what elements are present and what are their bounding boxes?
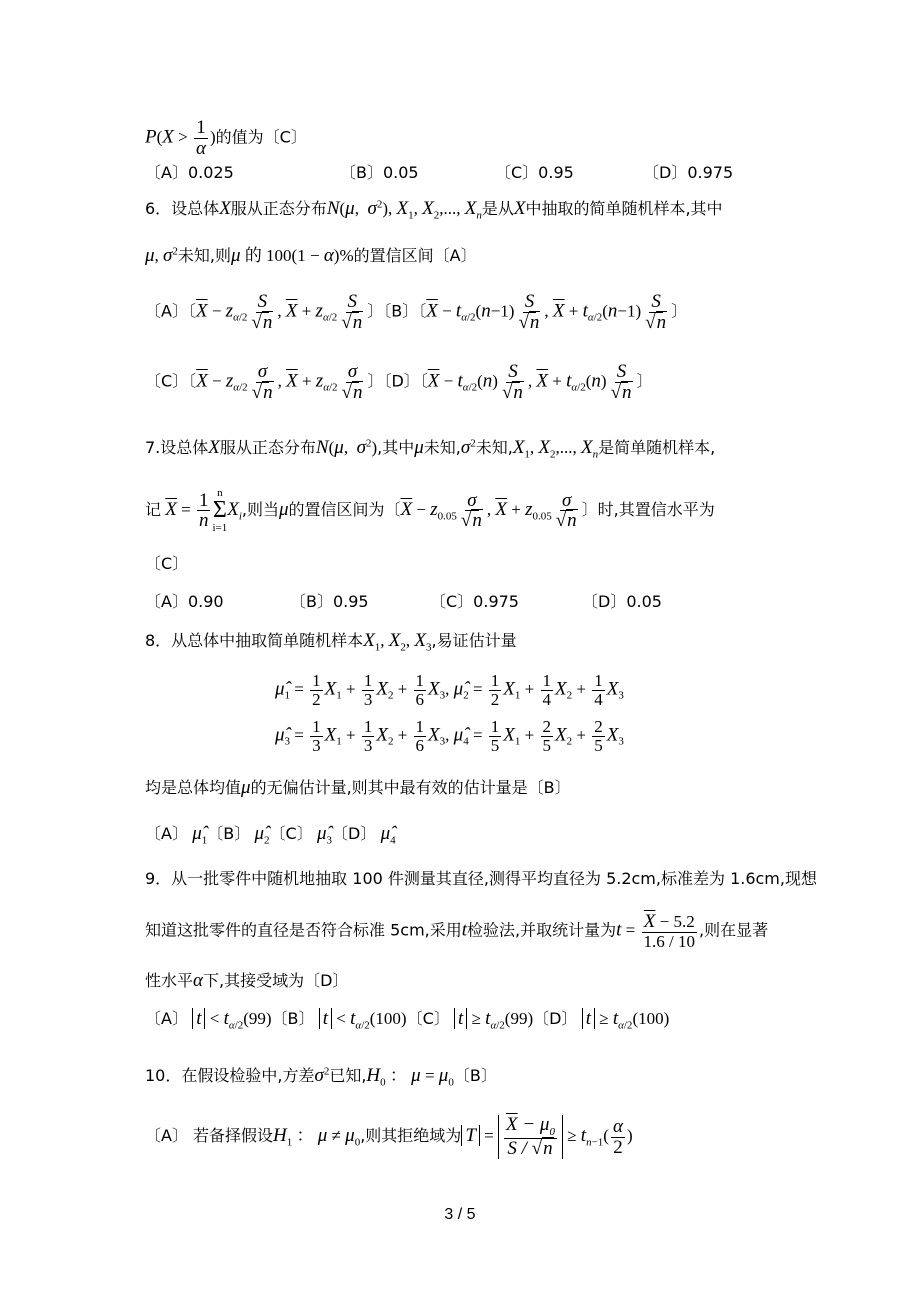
q6-text: 的置信区间〔A〕 [353, 246, 477, 265]
q7-text: ,其中 [377, 438, 415, 457]
q6-options-cd: 〔C〕〔$\overline{X} - z_{\alpha/2}$ $\frac{\sigma}{√n}$ , $\overline{X} + z_{\alpha/2}$ $\frac{\sigma}{√n}$ 〕〔D〕〔$\overline{X} - t_{\alpha/2}(n)$ $\frac{S}{√n}$ , $\overline{X} + t_{\alpha/2}(n)$ $\frac{S}{√n}$ 〕 [145, 361, 653, 403]
q9-text: 性水平 [145, 971, 194, 990]
q6-option-a-label: 〔A〕〔 [145, 301, 196, 321]
q7-line-1: 7.设总体X服从正态分布N(μ, $\sigma^2$),其中μ未知$,\sigma^2$未知$,X_1$, $X_2$,..., $X_n$是简单随机样本, [145, 437, 716, 461]
q7-text: 〕时,其置信水平为 [581, 499, 715, 519]
q6-options-ab: 〔A〕〔$\overline{X} - z_{\alpha/2}$ $\frac{S}{√n}$ , $\overline{X} + z_{\alpha/2}$ $\frac{S}{√n}$ 〕〔B〕〔$\overline{X} - t_{\alpha/2}(n-1)$ $\frac{S}{√n}$ , $\overline{X} + t_{\alpha/2}(n-1)$ $\frac{S}{√n}$ 〕 [145, 291, 688, 333]
q8-text: 8．从总体中抽取简单随机样本 [145, 631, 364, 650]
q8-choice-b: 〔B〕 [207, 824, 251, 843]
q8-choice-c: 〔C〕 [269, 824, 313, 843]
q9-choice-b: 〔B〕 [271, 1009, 315, 1028]
q10-line-1: 10．在假设检验中,方差$\sigma^2$已知$,H_0$ ： $\mu = \mu_0$〔B〕 [145, 1065, 497, 1089]
q7-choice-d: 〔D〕0.05 [582, 592, 662, 611]
q6-text: 6．设总体 [145, 199, 220, 218]
q9-text: ,则在显著 [698, 920, 769, 940]
q8-choices: 〔A〕 $\mû_1$〔B〕 $\mû_2$〔C〕 $\mû_3$〔D〕 $\mû_4$ [145, 823, 396, 847]
q7-choice-c: 〔C〕0.975 [430, 592, 519, 611]
q8-estimators-3-4: $\mû_3$ = $\frac{1}{3}$ $X_1$ + $\frac{1}{3}$ $X_2$ + $\frac{1}{6}$ $X_3$, $\mû_4$ = $\frac{1}{5}$ $X_1$ + $\frac{2}{5}$ $X_2$ + $\frac{2}{5}$ $X_3$ [275, 717, 624, 755]
q9-choice-d: 〔D〕 [533, 1009, 578, 1028]
q5-choice-a: 〔A〕0.025 [145, 163, 234, 182]
q10-text: 已知, [329, 1066, 367, 1085]
q5-probability-line: P(X > $\frac{1}{\alpha}$ )的值为〔C〕 [145, 117, 307, 159]
q6-close: 〕 [636, 371, 653, 391]
q9-choice-a: 〔A〕 [145, 1009, 188, 1028]
q6-option-b-label: 〕〔B〕〔 [367, 301, 427, 321]
q6-text: 未知,则 [177, 246, 232, 265]
q6-text: 是从 [481, 199, 514, 218]
q9-text: 检验法,并取统计量为 [467, 920, 617, 940]
q9-line-3: 性水平α下,其接受域为〔D〕 [145, 970, 349, 991]
q8-text: 的无偏估计量,则其中最有效的估计量是〔B〕 [250, 778, 571, 797]
q8-estimators-1-2: $\mû_1$ = $\frac{1}{2}$ $X_1$ + $\frac{1}{3}$ $X_2$ + $\frac{1}{6}$ $X_3$, $\mû_2$ = $\frac{1}{2}$ $X_1$ + $\frac{1}{4}$ $X_2$ + $\frac{1}{4}$ $X_3$ [275, 671, 624, 709]
q6-text: 服从正态分布 [230, 199, 327, 218]
q7-choice-b: 〔B〕0.95 [290, 592, 369, 611]
q6-line-1: 6．设总体X服从正态分布N(μ, $\sigma^2$), $X_1$, $X_2$,..., $X_n$是从X中抽取的简单随机样本,其中 [145, 198, 723, 222]
q7-text: 未知, [423, 438, 461, 457]
q7-text: 7.设总体 [145, 438, 209, 457]
q10-text: 〔B〕 [453, 1066, 497, 1085]
q5-choice-b: 〔B〕0.05 [340, 163, 419, 182]
q8-text: ,易证估计量 [431, 631, 517, 650]
q7-text: 未知, [475, 438, 513, 457]
q5-choice-c: 〔C〕0.95 [495, 163, 574, 182]
q8-choice-d: 〔D〕 [332, 824, 377, 843]
q9-text: 知道这批零件的直径是否符合标准 5cm,采用 [145, 920, 462, 940]
q6-option-d-label: 〕〔D〕〔 [367, 371, 428, 391]
page-number: 3 / 5 [444, 1206, 476, 1223]
q7-answer: 〔C〕 [145, 554, 189, 573]
q5-choice-d: 〔D〕0.975 [643, 163, 734, 182]
q10-text: ,则其拒绝域为 [360, 1126, 462, 1146]
q8-line-after: 均是总体均值μ的无偏估计量,则其中最有效的估计量是〔B〕 [145, 777, 571, 798]
q6-text: 中抽取的简单随机样本,其中 [525, 199, 723, 218]
q7-line-2: 记 $\overline{X}$ = $\frac{1}{n}$ n Σ i=1 $X_i$,则当μ的置信区间为〔$\overline{X} - z_{0.05}$ $\frac{\sigma}{√n}$ , $\overline{X} + z_{0.05}$ $\frac{\sigma}{√n}$ 〕时,其置信水平为 [145, 487, 715, 534]
q7-text: 是简单随机样本, [598, 438, 716, 457]
q5-answer-text: 的值为〔C〕 [215, 127, 307, 147]
q9-line-1: 9．从一批零件中随机地抽取 100 件测量其直径,测得平均直径为 5.2cm,标准差为 1.6cm,现想 [145, 869, 817, 888]
q8-line-1: 8．从总体中抽取简单随机样本$X_1$, $X_2$, $X_3$,易证估计量 [145, 630, 517, 654]
q7-text: 的置信区间为〔 [288, 499, 401, 519]
q6-line-2: μ, $\sigma^2$未知,则μ 的 100(1 − α)%的置信区间〔A〕 [145, 245, 477, 266]
q6-close: 〕 [671, 301, 688, 321]
q9-choice-c: 〔C〕 [406, 1009, 450, 1028]
q7-choice-a: 〔A〕0.90 [145, 592, 224, 611]
q7-text: 服从正态分布 [219, 438, 316, 457]
q6-option-c-label: 〔C〕〔 [145, 371, 197, 391]
q7-text: 记 [145, 499, 162, 519]
q10-line-2: 〔A〕 若备择假设$H_1$ ： $\mu \ne \mu_0$,则其拒绝域为 T = $\frac{\overline{X} - \mu_0}{S / √n}$ ≥ $t_{n-1}$( $\frac{\alpha}{2}$ ) [145, 1114, 633, 1160]
q8-text: 均是总体均值 [145, 778, 242, 797]
q10-text: 10．在假设检验中,方差 [145, 1066, 315, 1085]
q10-text: 〔A〕 若备择假设 [145, 1126, 274, 1146]
q9-text: 下,其接受域为〔D〕 [203, 971, 349, 990]
q9-choices: 〔A〕 $t < t_{\alpha/2}(99)$〔B〕 $t < t_{\alpha/2}(100)$〔C〕 $t \ge t_{\alpha/2}(99)$〔D〕 $t \ge t_{\alpha/2}(100)$ [145, 1008, 670, 1032]
q7-text: ,则当 [241, 499, 279, 519]
q8-choice-a: 〔A〕 [145, 824, 188, 843]
q9-line-2: 知道这批零件的直径是否符合标准 5cm,采用t检验法,并取统计量为t = $\frac{\overline{X} - 5.2}{1.6 / 10}$ ,则在显著 [145, 911, 769, 951]
